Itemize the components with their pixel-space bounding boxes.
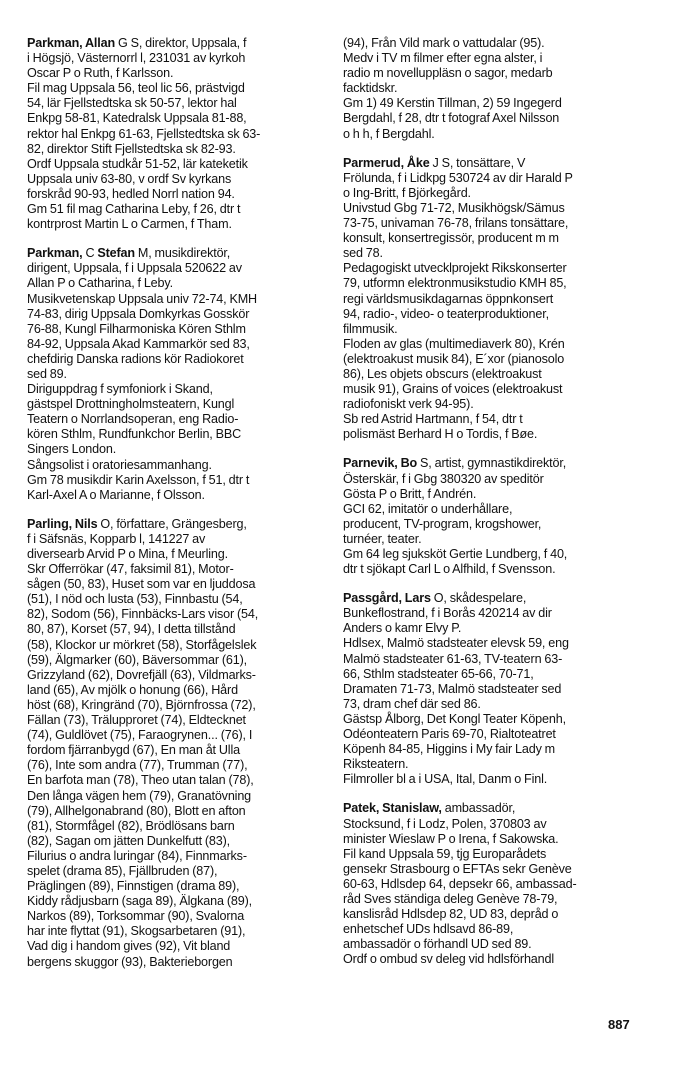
entry-text: 82), Sodom (56), Finnbäcks-Lars visor (54, [27, 607, 259, 622]
entry-text: Teatern o Norrlandsoperan, eng Radio- [27, 412, 239, 427]
entry-text: Anders o kamr Elvy P. [343, 621, 462, 636]
entry-text: Den långa vägen hem (79), Granatövning [27, 788, 252, 803]
entry-line [343, 606, 643, 621]
entry-line [27, 864, 323, 879]
entry-text: diversearb Arvid P o Mina, f Meurling. [27, 547, 228, 561]
entry-text: kanslisråd Hdlsdep 82, UD 83, depråd o [343, 907, 559, 922]
entry-line [343, 502, 643, 517]
entry-line [343, 171, 643, 186]
entry-line [343, 186, 643, 201]
entry-line [27, 834, 323, 849]
entry-name: Passgård, Lars [343, 591, 431, 606]
entry-line [343, 862, 643, 877]
entry-line [27, 337, 323, 352]
entry-line [343, 456, 643, 471]
entry-line [27, 246, 323, 261]
entry-line [343, 51, 643, 66]
entry-line [27, 804, 323, 819]
entry-text: gensekr Strasbourg o EFTAs sekr Genève [343, 861, 572, 876]
entry-text: Ordf Uppsala studkår 51-52, lär kateketik [27, 156, 248, 171]
entry-parnevik-bo [343, 456, 643, 577]
entry-text: 82, direktor Stift Fjellstedtska sk 82-93. [27, 141, 236, 156]
entry-line [343, 877, 643, 892]
entry-line [343, 261, 643, 276]
entry-text: Fällan (73), Trälupproret (74), Eldtecknet [27, 713, 246, 728]
entry-line [27, 458, 323, 473]
entry-line [27, 51, 323, 66]
entry-text: f i Säfsnäs, Kopparb l, 141227 av [27, 531, 206, 546]
entry-line [343, 412, 643, 427]
entry-text: Uppsala univ 63-80, v ordf Sv kyrkans [27, 171, 232, 186]
entry-line [343, 922, 643, 937]
entry-text: (82), Sagan om jätten Dunkelfutt (83), [27, 833, 231, 848]
entry-line [27, 157, 323, 172]
entry-parkman-stefan [27, 246, 323, 503]
entry-text: Gm 78 musikdir Karin Axelsson, f 51, dtr t [27, 472, 250, 487]
entry-text: land (65), Av mjölk o honung (66), Hård [27, 682, 238, 697]
entry-line [343, 216, 643, 231]
entry-line [27, 819, 323, 834]
entry-text: Oscar P o Ruth, f Karlsson. [27, 66, 174, 81]
entry-text: radio m novelluppläsn o sagor, medarb [343, 66, 553, 81]
entry-line [343, 937, 643, 952]
entry-text: fordom fjärranbygd (67), En man åt Ulla [27, 743, 240, 758]
entry-text: Fil mag Uppsala 56, teol lic 56, prästvigd [27, 81, 245, 96]
entry-line [27, 894, 323, 909]
entry-text: Floden av glas (multimediaverk 80), Krén [343, 336, 565, 351]
entry-text: Diriguppdrag f symfoniork i Skand, [27, 382, 213, 397]
entry-text: konsult, konsertregissör, producent m m [343, 231, 559, 246]
entry-line [27, 111, 323, 126]
entry-line [343, 397, 643, 412]
entry-text: (81), Stormfågel (82), Brödlösans barn [27, 818, 235, 833]
entry-line [27, 172, 323, 187]
entry-line [27, 758, 323, 773]
entry-text: GCI 62, imitatör o underhållare, [343, 501, 513, 516]
entry-parkman-allan [27, 36, 323, 232]
entry-line [27, 276, 323, 291]
entry-text: Riksteatern. [343, 757, 409, 772]
entry-text: Fil kand Uppsala 59, tjg Europarådets [343, 846, 547, 861]
entry-text: Ordf o ombud sv deleg vid hdlsförhandl [343, 952, 555, 967]
entry-text: ambassadör o förhandl UD sed 89. [343, 937, 532, 952]
entry-text: Odéonteatern Paris 69-70, Rialtoteatret [343, 727, 556, 742]
entry-text: Gästsp Ålborg, Det Kongl Teater Köpenh, [343, 711, 566, 726]
entry-line [343, 907, 643, 922]
entry-line [27, 397, 323, 412]
entry-text: sågen (50, 83), Huset som var en ljuddosa [27, 577, 256, 592]
entry-text: Grizzyland (62), Dovrefjäll (63), Vildmarks- [27, 667, 256, 682]
entry-text: Gm 51 fil mag Catharina Leby, f 26, dtr t [27, 202, 241, 217]
entry-text: dtr t sjökapt Carl L o Alfhild, f Svensson. [343, 562, 556, 577]
entry-text: Sb red Astrid Hartmann, f 54, dtr t [343, 412, 523, 427]
entry-line [343, 472, 643, 487]
entry-text: rektor hal Enkpg 61-63, Fjellstedtska sk 63- [27, 126, 261, 141]
entry-text: 79, utformn elektronmusikstudio KMH 85, [343, 276, 567, 291]
entry-line [27, 683, 323, 698]
entry-name: Parnevik, Bo [343, 456, 418, 471]
entry-line [27, 322, 323, 337]
entry-text: enhetschef UDs hdlsavd 86-89, [343, 922, 514, 937]
entry-text: Malmö stadsteater 61-63, TV-teatern 63- [343, 651, 563, 666]
entry-text: (76), Inte som andra (77), Trumman (77), [27, 758, 248, 773]
entry-line [343, 591, 643, 606]
entry-line [343, 246, 643, 261]
entry-line [27, 577, 323, 592]
entry-line [27, 728, 323, 743]
entry-line [27, 773, 323, 788]
entry-line [343, 276, 643, 291]
entry-parling-nils [27, 517, 323, 970]
entry-text: (51), I nöd och lusta (53), Finnbastu (54, [27, 592, 243, 607]
entry-line [27, 668, 323, 683]
entry-text: Stocksund, f i Lodz, Polen, 370803 av [343, 816, 547, 831]
entry-text: Gösta P o Britt, f Andrén. [343, 486, 477, 501]
entry-line [343, 652, 643, 667]
entry-text: Bunkeflostrand, f i Borås 420214 av dir [343, 606, 552, 621]
entry-line [343, 322, 643, 337]
entry-text: ambassadör, [441, 801, 516, 816]
entry-line [343, 801, 643, 816]
entry-name: Parmerud, Åke [343, 155, 430, 170]
entry-text: O, skådespelare, [430, 591, 527, 606]
entry-line [27, 292, 323, 307]
entry-line [27, 743, 323, 758]
entry-text: En barfota man (78), Theo utan talan (78), [27, 773, 254, 788]
entry-line [27, 849, 323, 864]
entry-line [343, 757, 643, 772]
entry-line [27, 217, 323, 232]
entry-line [27, 367, 323, 382]
entry-text: Narkos (89), Torksommar (90), Svalorna [27, 909, 245, 924]
entry-name: Parkman, [27, 246, 83, 261]
entry-text: 73-75, univaman 76-78, frilans tonsättare, [343, 216, 569, 231]
entry-text: Kiddy rådjusbarn (saga 89), Älgkana (89), [27, 894, 252, 909]
entry-line [27, 307, 323, 322]
entry-line [343, 487, 643, 502]
entry-text: Frölunda, f i Lidkpg 530724 av dir Harald P [343, 170, 573, 185]
entry-name: Parkman, Allan [27, 36, 116, 50]
entry-text: (59), Älgmarker (60), Bäversommar (61), [27, 652, 247, 667]
entry-line [27, 638, 323, 653]
entry-text: spelet (drama 85), Fjällbruden (87), [27, 863, 218, 878]
entry-line [27, 382, 323, 397]
entry-line [27, 939, 323, 954]
entry-line [27, 427, 323, 442]
entry-line [343, 712, 643, 727]
entry-line [343, 156, 643, 171]
entry-text: S, artist, gymnastikdirektör, [417, 456, 567, 471]
entry-line [343, 547, 643, 562]
entry-line [27, 547, 323, 562]
entry-text: Gm 1) 49 Kerstin Tillman, 2) 59 Ingegerd [343, 96, 562, 111]
entry-line [27, 622, 323, 637]
entry-text: producent, TV-program, krogshower, [343, 516, 542, 531]
entry-parling-cont [343, 36, 643, 142]
entry-line [343, 127, 643, 142]
entry-text: sed 89. [27, 366, 67, 381]
entry-text: chefdirig Danska radions kör Radiokoret [27, 351, 244, 366]
entry-line [343, 81, 643, 96]
entry-text: Bergdahl, f 28, dtr t fotograf Axel Nilsson [343, 111, 560, 126]
entry-line [27, 713, 323, 728]
entry-text: (58), Klockor ur mörkret (58), Storfågelslek [27, 637, 257, 652]
entry-text: Filmroller bl a i USA, Ital, Danm o Finl. [343, 772, 548, 787]
entry-text: radiofoniskt verk 94-95). [343, 397, 474, 412]
entry-line [343, 847, 643, 862]
entry-name-given: Stefan [97, 246, 135, 261]
entry-text: Karl-Axel A o Marianne, f Olsson. [27, 487, 205, 502]
entry-text: musik 91), Grains of voices (elektroakust [343, 382, 563, 397]
entry-name: Patek, Stanislaw, [343, 801, 442, 816]
entry-line [343, 36, 643, 51]
entry-line [27, 517, 323, 532]
entry-line [27, 187, 323, 202]
entry-text: regi världsmusikdagarnas öppnkonsert [343, 291, 554, 306]
entry-patek-stanislaw [343, 801, 643, 967]
entry-line [343, 307, 643, 322]
entry-line [27, 442, 323, 457]
entry-text: 76-88, Kungl Filharmoniska Kören Sthlm [27, 321, 246, 336]
entry-text: J S, tonsättare, V [429, 155, 526, 170]
entry-text: råd Sves ständiga deleg Genève 78-79, [343, 891, 558, 906]
entry-line [27, 473, 323, 488]
entry-text: minister Wieslaw P o Irena, f Sakowska. [343, 831, 559, 846]
entry-line [343, 517, 643, 532]
entry-text: 84-92, Uppsala Akad Kammarkör sed 83, [27, 336, 250, 351]
entry-text: polismäst Berhard H o Tordis, f Bøe. [343, 427, 538, 442]
entry-text: Österskär, f i Gbg 380320 av speditör [343, 471, 544, 486]
entry-text: höst (68), Kringränd (70), Björnfrossa (72), [27, 697, 256, 712]
entry-line [27, 879, 323, 894]
entry-line [343, 892, 643, 907]
entry-line [27, 909, 323, 924]
entry-text: (79), Allhelgonabrand (80), Blott en afton [27, 803, 246, 818]
entry-line [343, 727, 643, 742]
entry-line [343, 367, 643, 382]
entry-line [27, 562, 323, 577]
entry-line [27, 142, 323, 157]
entry-text: (74), Guldlövet (75), Faraogrynen... (76), I [27, 728, 253, 743]
entry-line [343, 427, 643, 442]
entry-text: Präglingen (89), Finnstigen (drama 89), [27, 879, 240, 894]
entry-line [343, 562, 643, 577]
entry-text: 86), Les objets obscurs (elektroakust [343, 366, 542, 381]
entry-line [27, 96, 323, 111]
entry-text: Vad dig i handom gives (92), Vit bland [27, 939, 231, 954]
entry-text: forskråd 90-93, hedled Norrl nation 94. [27, 186, 235, 201]
entry-line [27, 532, 323, 547]
entry-text: M, musikdirektör, [134, 246, 231, 261]
entry-line [343, 532, 643, 547]
entry-text: 60-63, Hdlsdep 64, depsekr 66, ambassad- [343, 876, 577, 891]
entry-text: Hdlsex, Malmö stadsteater elevsk 59, eng [343, 636, 569, 651]
entry-text: Medv i TV m filmer efter egna alster, i [343, 51, 543, 66]
entry-line [343, 201, 643, 216]
entry-text: o h h, f Bergdahl. [343, 126, 435, 141]
entry-text: Allan P o Catharina, f Leby. [27, 276, 173, 291]
entry-text: 80, 87), Korset (57, 94), I detta tillstånd [27, 622, 236, 637]
entry-line [343, 231, 643, 246]
page-number: 887 [608, 1017, 630, 1032]
entry-line [343, 352, 643, 367]
entry-text: (94), Från Vild mark o vattudalar (95). [343, 36, 545, 50]
entry-line [343, 337, 643, 352]
entry-line [343, 682, 643, 697]
entry-line [343, 667, 643, 682]
entry-line [27, 81, 323, 96]
entry-text: Sångsolist i oratoriesammanhang. [27, 457, 212, 472]
entry-text: Filurius o andra luringar (84), Finnmarks- [27, 848, 247, 863]
entry-line [27, 698, 323, 713]
entry-text: 54, lär Fjellstedtska sk 50-57, lektor hal [27, 96, 237, 111]
entry-line [343, 292, 643, 307]
entry-line [343, 66, 643, 81]
entry-text: facktidskr. [343, 81, 398, 96]
entry-text: filmmusik. [343, 321, 398, 336]
entry-line [343, 742, 643, 757]
entry-text: Musikvetenskap Uppsala univ 72-74, KMH [27, 291, 257, 306]
entry-text: o Ing-Britt, f Björkegård. [343, 185, 471, 200]
entry-line [27, 127, 323, 142]
entry-line [343, 636, 643, 651]
entry-name: Parling, Nils [27, 516, 98, 531]
entry-text: Skr Offerrökar (47, faksimil 81), Motor- [27, 562, 234, 577]
entry-line [27, 653, 323, 668]
entry-line [343, 382, 643, 397]
entry-text: Pedagogiskt utvecklprojekt Rikskonserter [343, 261, 567, 276]
entry-line [343, 772, 643, 787]
entry-line [27, 261, 323, 276]
entry-text: i Högsjö, Västernorrl l, 231031 av kyrkoh [27, 51, 246, 66]
entry-line [27, 592, 323, 607]
entry-text: 74-83, dirig Uppsala Domkyrkas Gosskör [27, 306, 250, 321]
entry-passgard-lars [343, 591, 643, 787]
entry-line [343, 96, 643, 111]
right-column [343, 36, 643, 981]
entry-line [27, 202, 323, 217]
entry-line [343, 621, 643, 636]
entry-line [343, 697, 643, 712]
entry-line [343, 817, 643, 832]
entry-text: 94, radio-, video- o teaterproduktioner, [343, 306, 549, 321]
entry-text: har inte flyttat (91), Skogsarbetaren (91), [27, 924, 246, 939]
entry-line [27, 789, 323, 804]
entry-line [343, 952, 643, 967]
entry-text: Köpenh 84-85, Higgins i My fair Lady m [343, 742, 556, 757]
entry-text: dirigent, Uppsala, f i Uppsala 520622 av [27, 261, 242, 276]
entry-line [343, 832, 643, 847]
entry-line [343, 111, 643, 126]
entry-text: O, författare, Grängesberg, [97, 516, 247, 531]
entry-line [27, 412, 323, 427]
entry-text: Gm 64 leg sjuksköt Gertie Lundberg, f 40, [343, 547, 568, 561]
entry-line [27, 36, 323, 51]
entry-text: 73, dram chef där sed 86. [343, 696, 481, 711]
entry-line [27, 924, 323, 939]
entry-parmerud-ake [343, 156, 643, 443]
entry-text: turnéer, teater. [343, 531, 422, 546]
entry-text: (elektroakust musik 84), E´xor (pianosolo [343, 351, 565, 366]
left-column [27, 36, 323, 984]
entry-line [27, 607, 323, 622]
entry-line [27, 955, 323, 970]
entry-text: Enkpg 58-81, Katedralsk Uppsala 81-88, [27, 111, 247, 126]
entry-text: Singers London. [27, 442, 117, 457]
entry-name-initial: C [82, 246, 98, 261]
entry-text: kontrprost Martin L o Carmen, f Tham. [27, 217, 232, 232]
entry-text: gästspel Drottningholmsteatern, Kungl [27, 397, 235, 412]
entry-text: 66, Sthlm stadsteater 65-66, 70-71, [343, 666, 534, 681]
entry-line [27, 66, 323, 81]
entry-text: bergens skuggor (93), Bakterieborgen [27, 954, 233, 969]
entry-text: G S, direktor, Uppsala, f [115, 36, 247, 50]
entry-text: kören Sthlm, Rundfunkchor Berlin, BBC [27, 427, 242, 442]
entry-text: Dramaten 71-73, Malmö stadsteater sed [343, 681, 562, 696]
entry-text: sed 78. [343, 246, 383, 261]
entry-line [27, 352, 323, 367]
entry-text: Univstud Gbg 71-72, Musikhögsk/Sämus [343, 200, 565, 215]
entry-line [27, 488, 323, 503]
